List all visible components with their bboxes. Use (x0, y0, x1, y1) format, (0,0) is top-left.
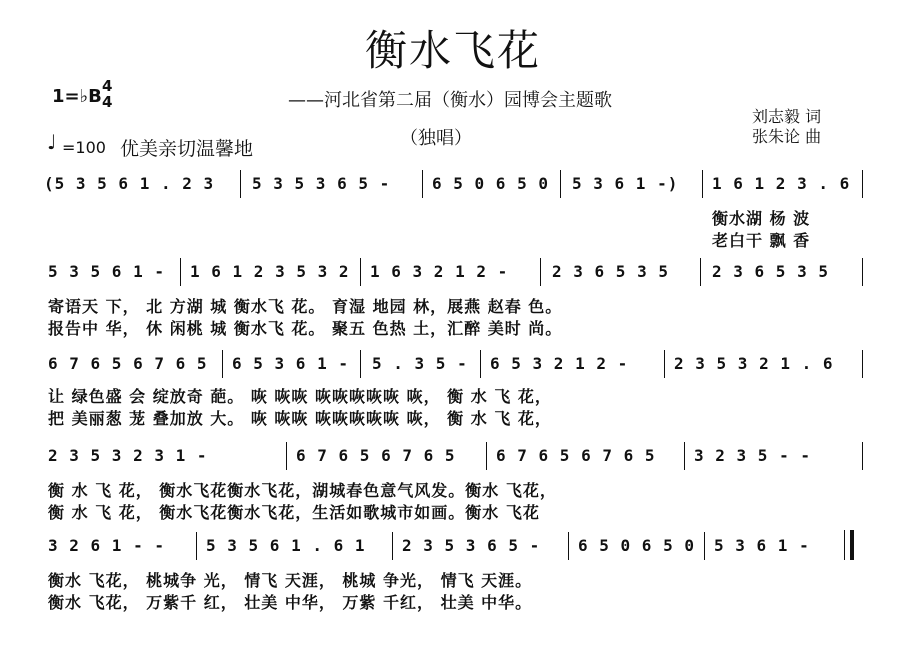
system4-lyrics-verse1: 衡 水 飞 花， 衡水飞花衡水飞花，湖城春色意气风发。衡水 飞花， (48, 481, 557, 500)
barline (862, 350, 863, 378)
system3-lyrics-verse2: 把 美丽葱 茏 叠加放 大。 咴 咴咴 咴咴咴咴咴 咴， 衡 水 飞 花， (48, 409, 552, 428)
system5-measure2: 5 3 5 6 1 . 6 1 (206, 536, 366, 555)
barline (700, 258, 701, 286)
system2-measure4: 2 3 6 5 3 5 (552, 262, 669, 281)
barline (540, 258, 541, 286)
system5-measure1: 3 2 6 1 - - (48, 536, 165, 555)
key-signature: 1=♭B (52, 86, 102, 107)
system4-measure1: 2 3 5 3 2 3 1 - (48, 446, 208, 465)
barline (664, 350, 665, 378)
barline (560, 170, 561, 198)
system3-measure1: 6 7 6 5 6 7 6 5 (48, 354, 208, 373)
barline (360, 258, 361, 286)
system5-lyrics-verse2: 衡水 飞花， 万紫千 红， 壮美 中华， 万紫 千红， 壮美 中华。 (48, 593, 533, 612)
system1-measure5: 1 6 1 2 3 . 6 (712, 174, 851, 193)
barline (480, 350, 481, 378)
system3-measure3: 5 . 3 5 - (372, 354, 468, 373)
meter-bottom: 4 (102, 93, 113, 111)
barline (422, 170, 423, 198)
system2-lyrics-verse1: 寄语天 下， 北 方湖 城 衡水飞 花。 育湿 地园 林，展燕 赵春 色。 (48, 297, 563, 316)
system5-lyrics-verse1: 衡水 飞花， 桃城争 光， 情飞 天涯， 桃城 争光， 情飞 天涯。 (48, 571, 533, 590)
system2-measure1: 5 3 5 6 1 - (48, 262, 165, 281)
system2-measure3: 1 6 3 2 1 2 - (370, 262, 509, 281)
barline (862, 170, 863, 198)
system4-lyrics-verse2: 衡 水 飞 花， 衡水飞花衡水飞花，生活如歌城市如画。衡水 飞花 (48, 503, 540, 522)
system3-lyrics-verse1: 让 绿色盛 会 绽放奇 葩。 咴 咴咴 咴咴咴咴咴 咴， 衡 水 飞 花， (48, 387, 552, 406)
system5-measure5: 5 3 6 1 - (714, 536, 810, 555)
system5-measure4: 6 5 0 6 5 0 (578, 536, 695, 555)
system1-measure1: (5 3 5 6 1 . 2 3 (44, 174, 215, 193)
system2-lyrics-verse2: 报告中 华， 休 闲桃 城 衡水飞 花。 聚五 色热 土，汇醉 美时 尚。 (48, 319, 563, 338)
barline (704, 532, 705, 560)
barline (240, 170, 241, 198)
system2-measure2: 1 6 1 2 3 5 3 2 (190, 262, 350, 281)
system4-measure2: 6 7 6 5 6 7 6 5 (296, 446, 456, 465)
lyricist-credit: 刘志毅 词 (752, 107, 822, 126)
barline (196, 532, 197, 560)
final-barline-thin (844, 530, 845, 560)
system3-measure4: 6 5 3 2 1 2 - (490, 354, 629, 373)
expression-marking: 优美亲切温馨地 (120, 138, 254, 160)
system2-measure5: 2 3 6 5 3 5 (712, 262, 829, 281)
system3-measure2: 6 5 3 6 1 - (232, 354, 349, 373)
system4-measure3: 6 7 6 5 6 7 6 5 (496, 446, 656, 465)
meter-top: 4 (102, 77, 113, 95)
system5-measure3: 2 3 5 3 6 5 - (402, 536, 541, 555)
barline (684, 442, 685, 470)
system4-measure4: 3 2 3 5 - - (694, 446, 811, 465)
barline (180, 258, 181, 286)
barline (286, 442, 287, 470)
barline (702, 170, 703, 198)
barline (862, 258, 863, 286)
system1-measure4: 5 3 6 1 -) (572, 174, 679, 193)
barline (222, 350, 223, 378)
tempo-marking: =100 (62, 138, 106, 157)
song-subtitle: ——河北省第二届（衡水）园博会主题歌 (288, 90, 612, 111)
performance-mode: （独唱） (400, 128, 472, 149)
system3-measure5: 2 3 5 3 2 1 . 6 (674, 354, 834, 373)
time-signature (102, 78, 112, 110)
barline (862, 442, 863, 470)
system1-measure3: 6 5 0 6 5 0 (432, 174, 549, 193)
song-title: 衡水飞花 (364, 26, 541, 75)
barline (360, 350, 361, 378)
composer-credit: 张朱论 曲 (752, 127, 822, 146)
barline (568, 532, 569, 560)
barline (392, 532, 393, 560)
system1-lyrics-verse1: 衡水湖 杨 波 (712, 209, 811, 228)
quarter-note-icon: ♩ (47, 130, 57, 154)
system1-lyrics-verse2: 老白干 飘 香 (712, 231, 811, 250)
barline (486, 442, 487, 470)
system1-measure2: 5 3 5 3 6 5 - (252, 174, 391, 193)
final-barline-thick (850, 530, 854, 560)
